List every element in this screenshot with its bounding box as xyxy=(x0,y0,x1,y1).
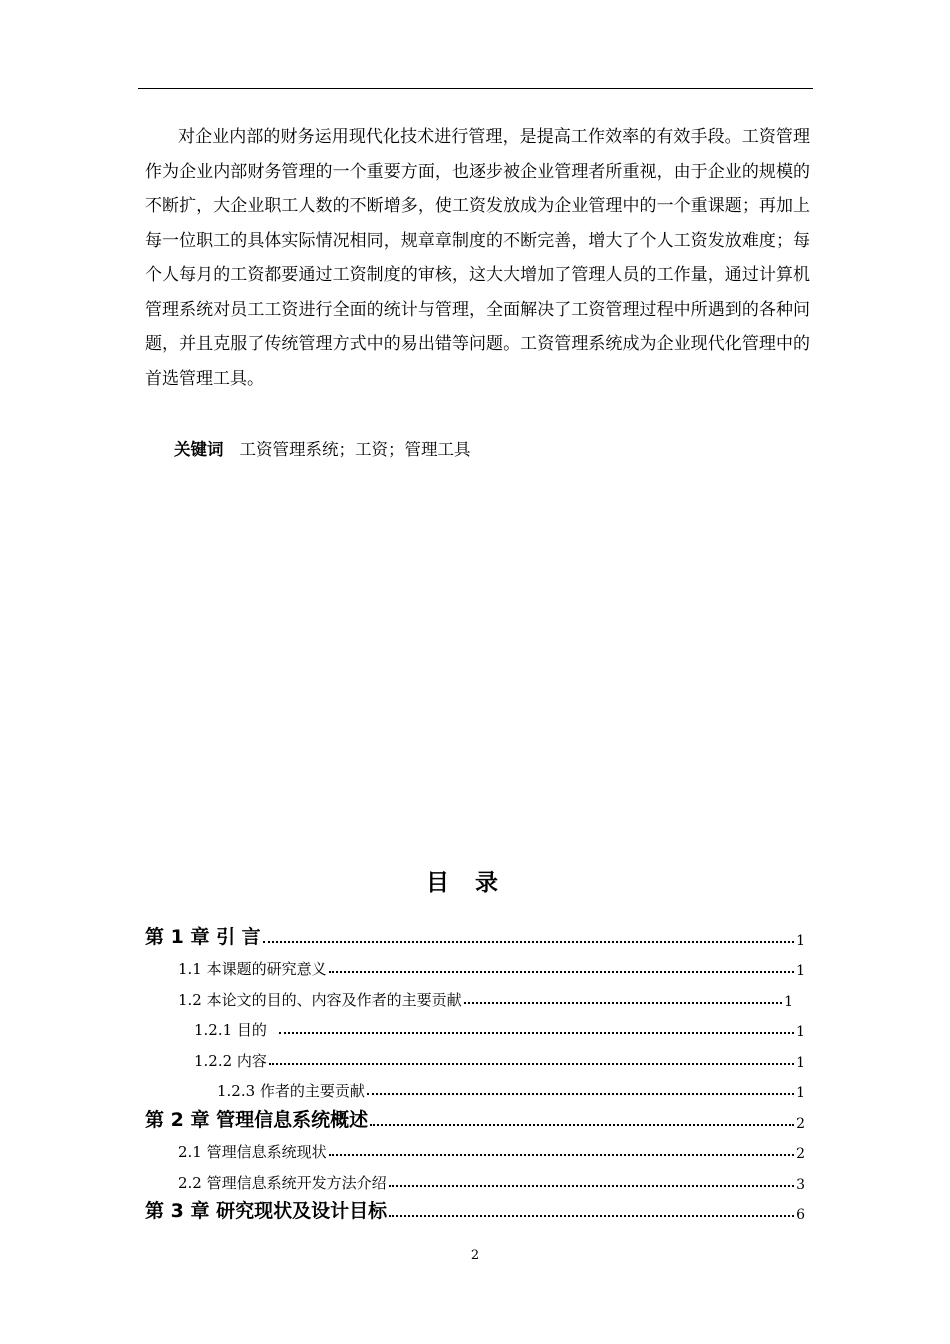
toc-entry-page: 6 xyxy=(796,1207,805,1223)
toc-entry-page: 3 xyxy=(796,1176,805,1193)
toc-entry-label: 第 2 章 管理信息系统概述 xyxy=(145,1108,369,1131)
toc-entry-2-1[interactable] xyxy=(145,1132,805,1163)
toc-entry-page: 1 xyxy=(784,993,793,1010)
toc-entry-label: 2.1 管理信息系统现状 xyxy=(178,1143,327,1161)
header-rule xyxy=(138,88,813,89)
toc-entry-1-1[interactable] xyxy=(145,949,805,980)
toc-entry-1-2[interactable] xyxy=(145,979,805,1010)
keywords-text: 工资管理系统；工资；管理工具 xyxy=(239,440,471,459)
toc-dot-leader xyxy=(367,1093,794,1095)
toc-dot-leader xyxy=(464,1002,782,1004)
toc-dot-leader xyxy=(370,1124,794,1126)
toc-entry-label: 第 3 章 研究现状及设计目标 xyxy=(145,1200,388,1222)
toc-entry-chapter-3[interactable] xyxy=(145,1193,805,1224)
toc-entry-page: 1 xyxy=(796,1085,805,1101)
toc-dot-leader xyxy=(269,1063,794,1065)
toc-entry-chapter-2[interactable] xyxy=(145,1101,805,1132)
toc-entry-page: 1 xyxy=(796,932,805,949)
toc-entry-page: 2 xyxy=(796,1115,805,1132)
table-of-contents xyxy=(145,918,805,1223)
page-number: 2 xyxy=(470,1248,480,1263)
toc-entry-1-2-1[interactable] xyxy=(145,1010,805,1041)
toc-dot-leader xyxy=(329,1154,794,1156)
toc-entry-page: 1 xyxy=(796,1054,805,1071)
toc-entry-label: 1.2 本论文的目的、内容及作者的主要贡献 xyxy=(178,990,462,1009)
abstract-section xyxy=(145,120,810,396)
abstract-paragraph: 对企业内部的财务运用现代化技术进行管理，是提高工作效率的有效手段。工资管理作为企业内部财务管理的一个重要方面，也逐步被企业管理者所重视，由于企业的规模的不断扩，大企业职工人数的不断增多，使工资发放成为企业管理中的一个重课题；再加上每一位职工的具体实际情况相同，规章章制度的不断完善，增大了个人工资发放难度；每个人每月的工资都要通过工资制度的审核，这大大增加了管理人员的工作量，通过计算机管理系统对员工工资进行全面的统计与管理，全面解决了工资管理过程中所遇到的各种问题，并且克服了传统管理方式中的易出错等问题。工资管理系统成为企业现代化管理中的首选管理工具。 xyxy=(145,127,810,389)
toc-dot-leader xyxy=(263,941,794,943)
toc-entry-page: 2 xyxy=(796,1146,805,1162)
toc-entry-chapter-1[interactable] xyxy=(145,918,805,949)
keywords-label: 关键词 xyxy=(174,440,224,459)
toc-entry-label: 1.2.3 作者的主要贡献 xyxy=(217,1082,365,1100)
toc-entry-label: 2.2 管理信息系统开发方法介绍 xyxy=(178,1173,387,1192)
toc-dot-leader xyxy=(389,1215,794,1217)
toc-entry-page: 1 xyxy=(796,963,805,979)
toc-entry-1-2-2[interactable] xyxy=(145,1040,805,1071)
toc-title: 目录 xyxy=(426,870,524,896)
toc-entry-label: 第 1 章 引 言 xyxy=(145,925,261,948)
toc-entry-1-2-3[interactable] xyxy=(145,1071,805,1102)
toc-entry-page: 1 xyxy=(796,1024,805,1040)
toc-entry-label: 1.1 本课题的研究意义 xyxy=(178,960,327,978)
keywords-line xyxy=(174,436,471,464)
toc-entry-label: 1.2.2 内容 xyxy=(194,1051,267,1070)
toc-dot-leader xyxy=(329,971,794,973)
toc-dot-leader xyxy=(279,1032,794,1034)
toc-dot-leader xyxy=(389,1185,794,1187)
toc-entry-label: 1.2.1 目的 xyxy=(194,1021,267,1039)
toc-entry-2-2[interactable] xyxy=(145,1162,805,1193)
